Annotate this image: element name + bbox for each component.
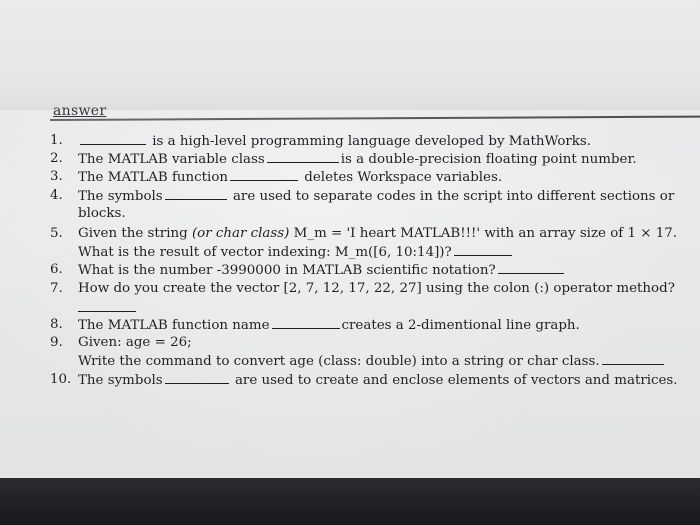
- answer-blank: [267, 150, 339, 163]
- header-rule: [50, 116, 700, 121]
- answer-blank: [230, 168, 298, 181]
- question-text-continued: [78, 243, 514, 262]
- question-text-before: The symbols: [78, 189, 163, 204]
- question-text: [78, 225, 677, 243]
- question-text-italic: (or char class): [191, 226, 290, 241]
- question-text-before: The MATLAB variable class: [78, 152, 265, 167]
- question-text-mid: M_m = 'I heart MATLAB!!!' with an array size of 1 × 17.: [293, 226, 678, 241]
- question-text-cont: What is the result of vector indexing: M_m([6, 10:14])?: [78, 245, 452, 260]
- question-number: 7.: [50, 281, 63, 296]
- question-text: How do you create the vector [2, 7, 12, 17, 22, 27] using the colon (:) operator method?: [78, 281, 675, 296]
- question-text: [78, 316, 580, 335]
- question-text: [78, 168, 502, 187]
- question-text-cont: Write the command to convert age (class: double) into a string or char class.: [78, 354, 600, 369]
- question-text: [78, 132, 591, 151]
- answer-blank: [602, 352, 664, 365]
- question-number: 4.: [50, 188, 63, 203]
- question-text-after: is a high-level programming language developed by MathWorks.: [152, 134, 592, 149]
- question-text-after: creates a 2-dimentional line graph.: [341, 318, 580, 333]
- question-text: [78, 371, 678, 390]
- question-text-before: The MATLAB function name: [78, 318, 270, 333]
- question-text-after: are used to create and enclose elements of vectors and matrices.: [234, 373, 678, 388]
- answer-blank: [165, 187, 227, 200]
- question-text-continued: blocks.: [78, 206, 126, 221]
- question-number: 3.: [50, 169, 63, 184]
- answer-blank: [78, 310, 136, 312]
- question-text-continued: [78, 352, 666, 371]
- question-text-before: The MATLAB function: [78, 170, 229, 185]
- answer-blank: [80, 132, 146, 145]
- desk-surface: [0, 478, 700, 525]
- answer-blank: [454, 243, 512, 256]
- question-text-before: The symbols: [78, 373, 163, 388]
- question-number: 1.: [50, 133, 63, 148]
- question-text-after: is a double-precision floating point number.: [340, 152, 637, 167]
- question-number: 2.: [50, 151, 63, 166]
- question-number: 5.: [50, 226, 63, 241]
- question-number: 8.: [50, 317, 63, 332]
- answer-blank: [498, 261, 564, 274]
- answer-heading: answer: [53, 103, 107, 119]
- paper-top-band: [0, 0, 700, 110]
- question-text-after: are used to separate codes in the script into different sections or: [232, 189, 675, 204]
- question-text: [78, 187, 674, 206]
- question-text-before: Given the string: [78, 226, 188, 241]
- question-text: Given: age = 26;: [78, 335, 192, 350]
- question-text-before: What is the number -3990000 in MATLAB scientific notation?: [78, 263, 496, 278]
- question-text-after: deletes Workspace variables.: [304, 170, 503, 185]
- question-text: [78, 261, 566, 280]
- answer-blank: [165, 371, 229, 384]
- question-number: 10.: [50, 372, 72, 387]
- question-number: 6.: [50, 262, 63, 277]
- question-number: 9.: [50, 335, 63, 350]
- answer-blank: [272, 316, 340, 329]
- question-text: [78, 150, 637, 169]
